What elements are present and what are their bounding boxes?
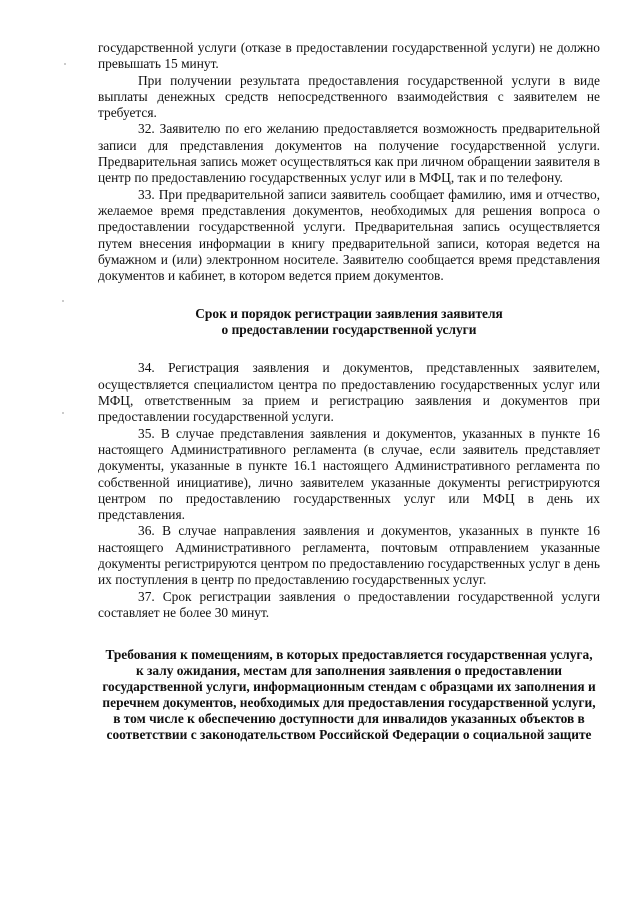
scan-speck <box>64 63 66 65</box>
intro-fragment: государственной услуги (отказе в предоставлении государственной услуги) не должно превышать 15 минут. <box>98 40 600 72</box>
scan-speck <box>62 412 64 414</box>
paragraph-item-37: 37. Срок регистрации заявления о предоставлении государственной услуги составляет не более 30 минут. <box>98 588 600 620</box>
section-heading-registration-line1: Срок и порядок регистрации заявления заявителя <box>195 306 503 322</box>
section-heading-registration-line2: о предоставлении государственной услуги <box>221 322 477 338</box>
section-heading-premises-requirements: Требования к помещениям, в которых предоставляется государственная услуга, к залу ожидания, местам для заполнения заявления о предоставлении государственной услуги, информационным стендам с образцами их заполнения и перечнем документов, необходимых для предоставления государственной услуги, в том числе к обеспечению доступности для инвалидов указанных объектов в соответствии с законодательством Российской Федерации о социальной защите <box>102 647 596 743</box>
paragraph-item-33: 33. При предварительной записи заявитель сообщает фамилию, имя и отчество, желаемое время представления документов, необходимых для решения вопроса о предоставлении государственной услуги. Предварительная запись осуществляется путем внесения информации в книгу предварительной записи, которая ведется на бумажном и (или) электронном носителе. Заявителю сообщается время представления документов и кабинет, в котором ведется прием документов. <box>98 186 600 284</box>
document-page <box>98 40 600 743</box>
scan-speck <box>62 300 64 302</box>
paragraph-item-34: 34. Регистрация заявления и документов, представленных заявителем, осуществляется специалистом центра по предоставлению государственных услуг или МФЦ, ответственным за прием и регистрацию заявления и документов при предоставлении государственной услуги. <box>98 360 600 425</box>
paragraph-item-36: 36. В случае направления заявления и документов, указанных в пункте 16 настоящего Административного регламента, почтовым отправлением указанные документы регистрируются центром по предоставлению государственных услуг в день их поступления в центр по предоставлению государственных услуг. <box>98 523 600 588</box>
paragraph-item-32: 32. Заявителю по его желанию предоставляется возможность предварительной записи для представления документов на получение государственной услуги. Предварительная запись может осуществляться как при личном обращении заявителя в центр по предоставлению государственных услуг или в МФЦ, так и по телефону. <box>98 121 600 186</box>
paragraph-no-interaction: При получении результата предоставления государственной услуги в виде выплаты денежных средств непосредственного взаимодействия с заявителем не требуется. <box>98 72 600 121</box>
section-heading-registration <box>98 306 600 338</box>
paragraph-item-35: 35. В случае представления заявления и документов, указанных в пункте 16 настоящего Административного регламента (в случае, если заявитель представляет документы, указанные в пункте 16.1 настоящего Административного регламента по собственной инициативе), лично заявителем указанные документы регистрируются центром по предоставлению государственных услуг или МФЦ в день их представления. <box>98 425 600 523</box>
